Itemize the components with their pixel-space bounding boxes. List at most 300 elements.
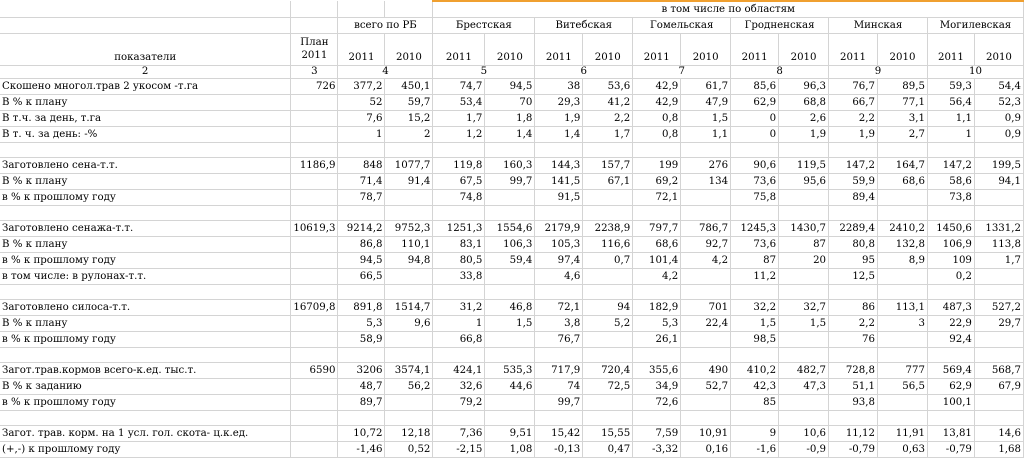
data-cell[interactable]: 119,5	[779, 158, 829, 174]
data-cell[interactable]: -0,79	[829, 442, 878, 458]
data-cell[interactable]: 89,7	[338, 395, 385, 411]
data-cell[interactable]: 89,5	[878, 79, 928, 95]
data-cell[interactable]: 76,7	[535, 332, 583, 348]
data-cell[interactable]	[779, 143, 829, 158]
data-cell[interactable]	[291, 206, 338, 221]
col-number[interactable]: 3	[291, 66, 338, 79]
row-label[interactable]: в % к прошлому году	[0, 395, 291, 411]
data-cell[interactable]: 720,4	[583, 363, 633, 379]
data-cell[interactable]	[974, 206, 1023, 221]
data-cell[interactable]	[878, 348, 928, 363]
data-cell[interactable]: 134	[681, 174, 731, 190]
year-header[interactable]: 2010	[779, 34, 829, 66]
data-cell[interactable]	[731, 348, 779, 363]
data-cell[interactable]: 1,9	[779, 127, 829, 143]
data-cell[interactable]: 568,7	[974, 363, 1023, 379]
row-label[interactable]	[0, 206, 291, 221]
data-cell[interactable]: 94	[583, 300, 633, 316]
region-header-gomel[interactable]: Гомельская	[633, 18, 731, 34]
data-cell[interactable]: 5,3	[338, 316, 385, 332]
row-label[interactable]: В % к плану	[0, 237, 291, 253]
data-cell[interactable]: 83,1	[433, 237, 485, 253]
data-cell[interactable]: 891,8	[338, 300, 385, 316]
data-cell[interactable]	[878, 285, 928, 300]
data-cell[interactable]: 1,7	[433, 111, 485, 127]
data-cell[interactable]	[681, 332, 731, 348]
data-cell[interactable]: 3,1	[878, 111, 928, 127]
row-label[interactable]	[0, 411, 291, 426]
data-cell[interactable]: 777	[878, 363, 928, 379]
data-cell[interactable]: 726	[291, 79, 338, 95]
data-cell[interactable]: 89,4	[829, 190, 878, 206]
data-cell[interactable]	[681, 348, 731, 363]
data-cell[interactable]: 1,9	[829, 127, 878, 143]
col-number[interactable]: 4	[338, 66, 433, 79]
header-cell[interactable]	[0, 18, 291, 34]
data-cell[interactable]: 56,2	[385, 379, 433, 395]
data-cell[interactable]: 786,7	[681, 221, 731, 237]
data-cell[interactable]: 10,91	[681, 426, 731, 442]
data-cell[interactable]	[535, 348, 583, 363]
data-cell[interactable]: 5,3	[633, 316, 681, 332]
data-cell[interactable]	[731, 143, 779, 158]
plan-2011-header[interactable]	[291, 34, 338, 66]
data-cell[interactable]	[583, 143, 633, 158]
data-cell[interactable]: -1,6	[731, 442, 779, 458]
row-label[interactable]: В % к плану	[0, 95, 291, 111]
data-cell[interactable]: 15,55	[583, 426, 633, 442]
row-label[interactable]: Заготовлено сенажа-т.т.	[0, 221, 291, 237]
data-cell[interactable]	[583, 332, 633, 348]
data-cell[interactable]: 68,6	[633, 237, 681, 253]
data-cell[interactable]: 1,2	[433, 127, 485, 143]
data-cell[interactable]: 74,8	[433, 190, 485, 206]
header-cell[interactable]	[291, 1, 338, 18]
data-cell[interactable]	[583, 190, 633, 206]
data-cell[interactable]: 1,4	[485, 127, 535, 143]
col-number[interactable]: 6	[535, 66, 633, 79]
data-cell[interactable]: -0,9	[779, 442, 829, 458]
data-cell[interactable]: 68,8	[779, 95, 829, 111]
data-cell[interactable]: 0,7	[583, 253, 633, 269]
data-cell[interactable]: 10619,3	[291, 221, 338, 237]
data-cell[interactable]	[974, 395, 1023, 411]
data-cell[interactable]: 73,6	[731, 237, 779, 253]
row-label[interactable]: Загот.трав.кормов всего-к.ед. тыс.т.	[0, 363, 291, 379]
data-cell[interactable]: 41,2	[583, 95, 633, 111]
data-cell[interactable]: 1,9	[535, 111, 583, 127]
year-header[interactable]: 2010	[583, 34, 633, 66]
data-cell[interactable]	[535, 411, 583, 426]
data-cell[interactable]: 71,4	[338, 174, 385, 190]
data-cell[interactable]	[974, 332, 1023, 348]
data-cell[interactable]	[927, 143, 974, 158]
data-cell[interactable]: 157,7	[583, 158, 633, 174]
header-cell[interactable]	[338, 1, 385, 18]
data-cell[interactable]: 0,2	[927, 269, 974, 285]
data-cell[interactable]: 101,4	[633, 253, 681, 269]
data-cell[interactable]: 1,5	[731, 316, 779, 332]
data-cell[interactable]	[731, 285, 779, 300]
data-cell[interactable]	[829, 285, 878, 300]
data-cell[interactable]: 67,1	[583, 174, 633, 190]
data-cell[interactable]: 7,6	[338, 111, 385, 127]
data-cell[interactable]	[485, 206, 535, 221]
data-cell[interactable]: 527,2	[974, 300, 1023, 316]
header-cell[interactable]	[385, 1, 433, 18]
data-cell[interactable]: 9,51	[485, 426, 535, 442]
data-cell[interactable]: 9,6	[385, 316, 433, 332]
data-cell[interactable]	[974, 190, 1023, 206]
year-header[interactable]: 2011	[535, 34, 583, 66]
data-cell[interactable]: 109	[927, 253, 974, 269]
data-cell[interactable]: 66,5	[338, 269, 385, 285]
data-cell[interactable]: 1245,3	[731, 221, 779, 237]
data-cell[interactable]	[385, 206, 433, 221]
data-cell[interactable]: 5,2	[583, 316, 633, 332]
col-number[interactable]: 2	[0, 66, 291, 79]
data-cell[interactable]	[291, 411, 338, 426]
data-cell[interactable]: 0,16	[681, 442, 731, 458]
header-cell[interactable]	[0, 1, 291, 18]
data-cell[interactable]: 61,7	[681, 79, 731, 95]
data-cell[interactable]: 276	[681, 158, 731, 174]
data-cell[interactable]	[779, 190, 829, 206]
data-cell[interactable]: 11,91	[878, 426, 928, 442]
row-label[interactable]: в % к прошлому году	[0, 332, 291, 348]
data-cell[interactable]: 47,9	[681, 95, 731, 111]
data-cell[interactable]: 106,3	[485, 237, 535, 253]
data-cell[interactable]: 87	[779, 237, 829, 253]
data-cell[interactable]: 67,9	[974, 379, 1023, 395]
data-cell[interactable]: 51,1	[829, 379, 878, 395]
data-cell[interactable]	[974, 269, 1023, 285]
data-cell[interactable]: 2,2	[829, 111, 878, 127]
data-cell[interactable]: -0,79	[927, 442, 974, 458]
data-cell[interactable]: 91,4	[385, 174, 433, 190]
data-cell[interactable]	[779, 332, 829, 348]
data-cell[interactable]	[291, 95, 338, 111]
data-cell[interactable]	[927, 411, 974, 426]
data-cell[interactable]: 20	[779, 253, 829, 269]
region-header-grodno[interactable]: Гродненская	[731, 18, 829, 34]
data-cell[interactable]: 31,2	[433, 300, 485, 316]
data-cell[interactable]: 74,7	[433, 79, 485, 95]
data-cell[interactable]: 0,9	[974, 127, 1023, 143]
data-cell[interactable]	[681, 285, 731, 300]
data-cell[interactable]	[974, 143, 1023, 158]
data-cell[interactable]: 160,3	[485, 158, 535, 174]
data-cell[interactable]: 355,6	[633, 363, 681, 379]
data-cell[interactable]	[385, 395, 433, 411]
data-cell[interactable]: 113,8	[974, 237, 1023, 253]
year-header[interactable]: 2011	[633, 34, 681, 66]
data-cell[interactable]: 199	[633, 158, 681, 174]
row-label[interactable]: Заготовлено сена-т.т.	[0, 158, 291, 174]
data-cell[interactable]	[385, 411, 433, 426]
row-label[interactable]	[0, 348, 291, 363]
data-cell[interactable]: 6590	[291, 363, 338, 379]
data-cell[interactable]	[878, 143, 928, 158]
data-cell[interactable]: 2,6	[779, 111, 829, 127]
data-cell[interactable]: 59,3	[927, 79, 974, 95]
data-cell[interactable]	[583, 348, 633, 363]
data-cell[interactable]: 56,4	[927, 95, 974, 111]
year-header[interactable]: 2010	[878, 34, 928, 66]
data-cell[interactable]: 15,2	[385, 111, 433, 127]
data-cell[interactable]: 10,6	[779, 426, 829, 442]
data-cell[interactable]: 164,7	[878, 158, 928, 174]
data-cell[interactable]	[779, 269, 829, 285]
data-cell[interactable]	[927, 285, 974, 300]
data-cell[interactable]: 91,5	[535, 190, 583, 206]
data-cell[interactable]	[878, 190, 928, 206]
data-cell[interactable]	[433, 206, 485, 221]
data-cell[interactable]	[779, 395, 829, 411]
data-cell[interactable]: 132,8	[878, 237, 928, 253]
data-cell[interactable]: 94,5	[338, 253, 385, 269]
data-cell[interactable]: 53,4	[433, 95, 485, 111]
data-cell[interactable]	[829, 143, 878, 158]
row-label[interactable]: В т.ч. за день, т.га	[0, 111, 291, 127]
data-cell[interactable]: 93,8	[829, 395, 878, 411]
data-cell[interactable]: 38	[535, 79, 583, 95]
year-header[interactable]: 2010	[974, 34, 1023, 66]
data-cell[interactable]: 2	[385, 127, 433, 143]
data-cell[interactable]: 7,59	[633, 426, 681, 442]
data-cell[interactable]: 424,1	[433, 363, 485, 379]
data-cell[interactable]	[485, 143, 535, 158]
data-cell[interactable]: 12,5	[829, 269, 878, 285]
col-number[interactable]: 5	[433, 66, 535, 79]
data-cell[interactable]: 110,1	[385, 237, 433, 253]
data-cell[interactable]: 32,7	[779, 300, 829, 316]
data-cell[interactable]: 1,68	[974, 442, 1023, 458]
data-cell[interactable]	[535, 206, 583, 221]
year-header[interactable]: 2011	[338, 34, 385, 66]
data-cell[interactable]	[583, 411, 633, 426]
data-cell[interactable]	[681, 395, 731, 411]
data-cell[interactable]: 1	[927, 127, 974, 143]
data-cell[interactable]: 58,9	[338, 332, 385, 348]
data-cell[interactable]	[535, 285, 583, 300]
data-cell[interactable]: 3,8	[535, 316, 583, 332]
data-cell[interactable]	[338, 143, 385, 158]
data-cell[interactable]: 11,12	[829, 426, 878, 442]
data-cell[interactable]: 76,7	[829, 79, 878, 95]
data-cell[interactable]: 73,6	[731, 174, 779, 190]
data-cell[interactable]: 62,9	[731, 95, 779, 111]
row-label[interactable]: в % к прошлому году	[0, 190, 291, 206]
data-cell[interactable]: 92,7	[681, 237, 731, 253]
data-cell[interactable]: 9752,3	[385, 221, 433, 237]
data-cell[interactable]: 70	[485, 95, 535, 111]
data-cell[interactable]: 99,7	[485, 174, 535, 190]
data-cell[interactable]: 15,42	[535, 426, 583, 442]
data-cell[interactable]: 97,4	[535, 253, 583, 269]
data-cell[interactable]: 47,3	[779, 379, 829, 395]
row-label[interactable]: В % к плану	[0, 174, 291, 190]
data-cell[interactable]	[829, 206, 878, 221]
data-cell[interactable]	[291, 237, 338, 253]
col-number[interactable]: 8	[731, 66, 829, 79]
data-cell[interactable]	[338, 206, 385, 221]
data-cell[interactable]: 9214,2	[338, 221, 385, 237]
year-header[interactable]: 2011	[829, 34, 878, 66]
row-label[interactable]: в % к прошлому году	[0, 253, 291, 269]
data-cell[interactable]	[291, 332, 338, 348]
data-cell[interactable]: 144,3	[535, 158, 583, 174]
data-cell[interactable]: 62,9	[927, 379, 974, 395]
data-cell[interactable]: 106,9	[927, 237, 974, 253]
data-cell[interactable]: 73,8	[927, 190, 974, 206]
data-cell[interactable]	[291, 143, 338, 158]
data-cell[interactable]	[974, 348, 1023, 363]
data-cell[interactable]	[681, 206, 731, 221]
data-cell[interactable]: 4,2	[633, 269, 681, 285]
data-cell[interactable]: 95,6	[779, 174, 829, 190]
data-cell[interactable]: 46,8	[485, 300, 535, 316]
data-cell[interactable]: 59,4	[485, 253, 535, 269]
data-cell[interactable]	[485, 411, 535, 426]
data-cell[interactable]: 29,3	[535, 95, 583, 111]
regions-group-header[interactable]: в том числе по областям	[433, 1, 1024, 18]
data-cell[interactable]	[878, 206, 928, 221]
data-cell[interactable]: 72,1	[633, 190, 681, 206]
indicators-header[interactable]: показатели	[0, 34, 291, 66]
data-cell[interactable]	[681, 411, 731, 426]
data-cell[interactable]	[385, 190, 433, 206]
data-cell[interactable]	[485, 190, 535, 206]
data-cell[interactable]: 2289,4	[829, 221, 878, 237]
data-cell[interactable]	[291, 316, 338, 332]
data-cell[interactable]: 72,1	[535, 300, 583, 316]
data-cell[interactable]	[291, 111, 338, 127]
row-label[interactable]: В % к плану	[0, 316, 291, 332]
data-cell[interactable]: 58,6	[927, 174, 974, 190]
data-cell[interactable]	[878, 395, 928, 411]
data-cell[interactable]	[291, 269, 338, 285]
year-header[interactable]: 2010	[385, 34, 433, 66]
data-cell[interactable]: 94,8	[385, 253, 433, 269]
data-cell[interactable]: 98,5	[731, 332, 779, 348]
region-header-minsk[interactable]: Минская	[829, 18, 928, 34]
row-label[interactable]: (+,-) к прошлому году	[0, 442, 291, 458]
data-cell[interactable]	[485, 285, 535, 300]
data-cell[interactable]	[583, 269, 633, 285]
data-cell[interactable]: 490	[681, 363, 731, 379]
data-cell[interactable]: 14,6	[974, 426, 1023, 442]
data-cell[interactable]: 42,9	[633, 95, 681, 111]
data-cell[interactable]: 78,7	[338, 190, 385, 206]
data-cell[interactable]: 0,63	[878, 442, 928, 458]
data-cell[interactable]: 16709,8	[291, 300, 338, 316]
data-cell[interactable]	[731, 411, 779, 426]
data-cell[interactable]: 2,7	[878, 127, 928, 143]
data-cell[interactable]: 1,5	[681, 111, 731, 127]
data-cell[interactable]: 1251,3	[433, 221, 485, 237]
data-cell[interactable]: 86,8	[338, 237, 385, 253]
data-cell[interactable]: 66,8	[433, 332, 485, 348]
data-cell[interactable]: 0,52	[385, 442, 433, 458]
data-cell[interactable]: 1	[433, 316, 485, 332]
data-cell[interactable]: 3206	[338, 363, 385, 379]
data-cell[interactable]	[974, 285, 1023, 300]
data-cell[interactable]: 9	[731, 426, 779, 442]
region-header-brest[interactable]: Брестская	[433, 18, 535, 34]
data-cell[interactable]	[385, 348, 433, 363]
data-cell[interactable]: 79,2	[433, 395, 485, 411]
data-cell[interactable]	[829, 411, 878, 426]
row-label[interactable]: В % к заданию	[0, 379, 291, 395]
data-cell[interactable]: 105,3	[535, 237, 583, 253]
data-cell[interactable]: 1,8	[485, 111, 535, 127]
data-cell[interactable]: 0,9	[974, 111, 1023, 127]
data-cell[interactable]: 10,72	[338, 426, 385, 442]
data-cell[interactable]: 728,8	[829, 363, 878, 379]
data-cell[interactable]: 26,1	[633, 332, 681, 348]
data-cell[interactable]: 86	[829, 300, 878, 316]
data-cell[interactable]	[338, 411, 385, 426]
data-cell[interactable]: 1,7	[974, 253, 1023, 269]
data-cell[interactable]: 52,3	[974, 95, 1023, 111]
data-cell[interactable]: 717,9	[535, 363, 583, 379]
data-cell[interactable]: 94,1	[974, 174, 1023, 190]
data-cell[interactable]: 53,6	[583, 79, 633, 95]
data-cell[interactable]	[291, 174, 338, 190]
data-cell[interactable]: 3574,1	[385, 363, 433, 379]
data-cell[interactable]: 1331,2	[974, 221, 1023, 237]
data-cell[interactable]: 95	[829, 253, 878, 269]
data-cell[interactable]: 2238,9	[583, 221, 633, 237]
data-cell[interactable]: 2410,2	[878, 221, 928, 237]
data-cell[interactable]	[779, 411, 829, 426]
data-cell[interactable]: 69,2	[633, 174, 681, 190]
data-cell[interactable]: 67,5	[433, 174, 485, 190]
data-cell[interactable]: 487,3	[927, 300, 974, 316]
data-cell[interactable]	[385, 143, 433, 158]
data-cell[interactable]: 13,81	[927, 426, 974, 442]
data-cell[interactable]: 12,18	[385, 426, 433, 442]
data-cell[interactable]	[779, 348, 829, 363]
data-cell[interactable]: 1,1	[927, 111, 974, 127]
data-cell[interactable]	[291, 379, 338, 395]
data-cell[interactable]: 44,6	[485, 379, 535, 395]
data-cell[interactable]: 147,2	[927, 158, 974, 174]
data-cell[interactable]: 29,7	[974, 316, 1023, 332]
row-label[interactable]	[0, 143, 291, 158]
data-cell[interactable]	[681, 190, 731, 206]
data-cell[interactable]: 1,4	[535, 127, 583, 143]
data-cell[interactable]: -0,13	[535, 442, 583, 458]
data-cell[interactable]	[583, 395, 633, 411]
data-cell[interactable]: 1554,6	[485, 221, 535, 237]
region-header-mogilev[interactable]: Могилевская	[927, 18, 1023, 34]
data-cell[interactable]	[731, 206, 779, 221]
data-cell[interactable]	[485, 348, 535, 363]
year-header[interactable]: 2011	[433, 34, 485, 66]
data-cell[interactable]: 48,7	[338, 379, 385, 395]
data-cell[interactable]	[633, 285, 681, 300]
year-header[interactable]: 2010	[485, 34, 535, 66]
row-label[interactable]: Загот. трав. корм. на 1 усл. гол. скота- ц.к.ед.	[0, 426, 291, 442]
data-cell[interactable]	[433, 285, 485, 300]
data-cell[interactable]: 74	[535, 379, 583, 395]
data-cell[interactable]	[338, 285, 385, 300]
data-cell[interactable]: 701	[681, 300, 731, 316]
data-cell[interactable]	[535, 143, 583, 158]
data-cell[interactable]: 450,1	[385, 79, 433, 95]
